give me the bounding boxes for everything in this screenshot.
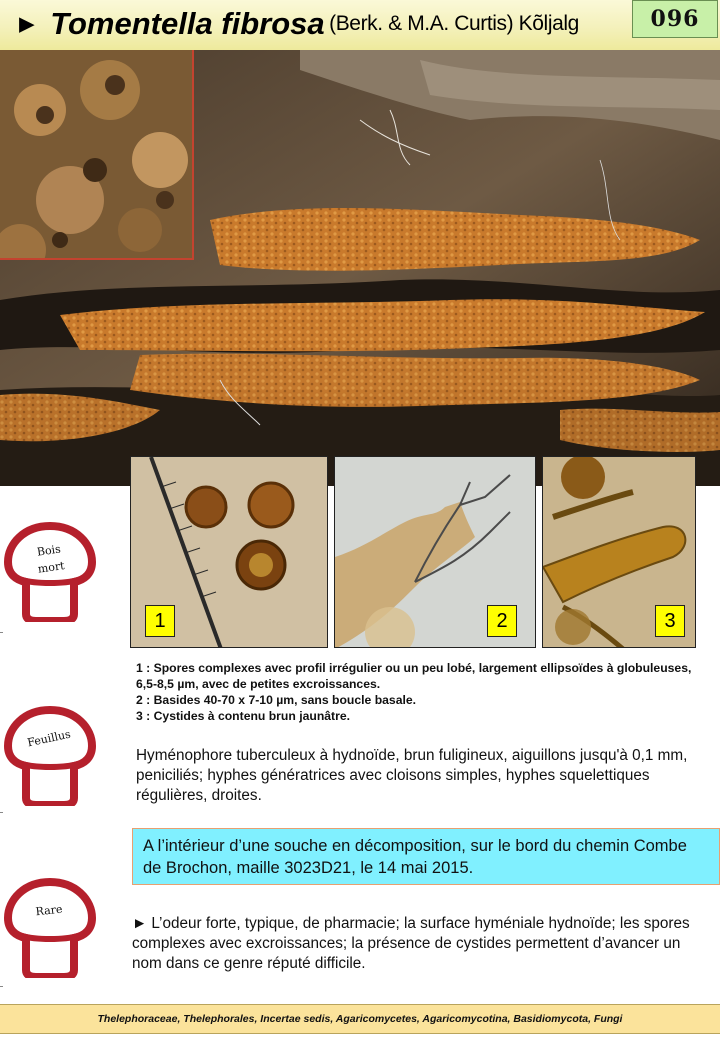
divider <box>0 632 3 633</box>
photo-number-badge: 1 <box>145 605 175 637</box>
species-author: (Berk. & M.A. Curtis) Kõljalg <box>329 12 579 35</box>
mushroom-icon <box>2 706 98 806</box>
caption-2: 2 : Basides 40-70 x 7-10 µm, sans boucle basale. <box>136 693 417 707</box>
mushroom-icon <box>2 878 98 978</box>
habitat-box <box>132 828 720 885</box>
micro-photo-spores <box>130 456 328 648</box>
page-title <box>14 6 579 42</box>
title-bar <box>0 0 720 50</box>
inset-closeup-photo <box>0 50 194 260</box>
micro-photo-basidia <box>334 456 536 648</box>
divider <box>0 986 3 987</box>
substrate-icon <box>2 522 98 622</box>
substrate-label: Bois mort <box>36 542 66 576</box>
caption-3: 3 : Cystides à contenu brun jaunâtre. <box>136 709 351 723</box>
micro-photo-cystidia <box>542 456 696 648</box>
rarity-label: Rare <box>34 902 64 919</box>
sheet-number: 096 <box>632 0 718 38</box>
photo-number-badge: 2 <box>487 605 517 637</box>
host-icon <box>2 706 98 806</box>
divider <box>0 812 3 813</box>
habitat-text: A l’intérieur d’une souche en décomposition, sur le bord du chemin Combe de Brochon, maille 3023D21, le 14 mai 2015. <box>143 837 687 877</box>
photo-captions <box>136 660 696 724</box>
rarity-icon <box>2 878 98 978</box>
notes-text: ► L’odeur forte, typique, de pharmacie; la surface hyméniale hydnoïde; les spores complexes avec excroissances; la présence de cystides permettent d’avancer un nom dans ce genre réputé difficile. <box>132 915 690 972</box>
photo-number-badge: 3 <box>655 605 685 637</box>
description-text: Hyménophore tuberculeux à hydnoïde, brun fuligineux, aiguillons jusqu'à 0,1 mm, peniciliés; hyphes génératrices avec cloisons simples, hyphes squelettiques régulières, droites. <box>136 747 688 804</box>
caption-1: 1 : Spores complexes avec profil irrégulier ou un peu lobé, largement ellipsoïdes à globuleuses, 6,5-8,5 µm, avec de petites excroissances. <box>136 661 695 691</box>
taxonomy-footer: Thelephoraceae, Thelephorales, Incertae sedis, Agaricomycetes, Agaricomycotina, Basidiomycota, Fungi <box>0 1004 720 1034</box>
title-arrow-icon: ► <box>14 8 40 39</box>
species-name: Tomentella fibrosa <box>50 6 325 41</box>
host-label: Feuillus <box>26 727 72 750</box>
